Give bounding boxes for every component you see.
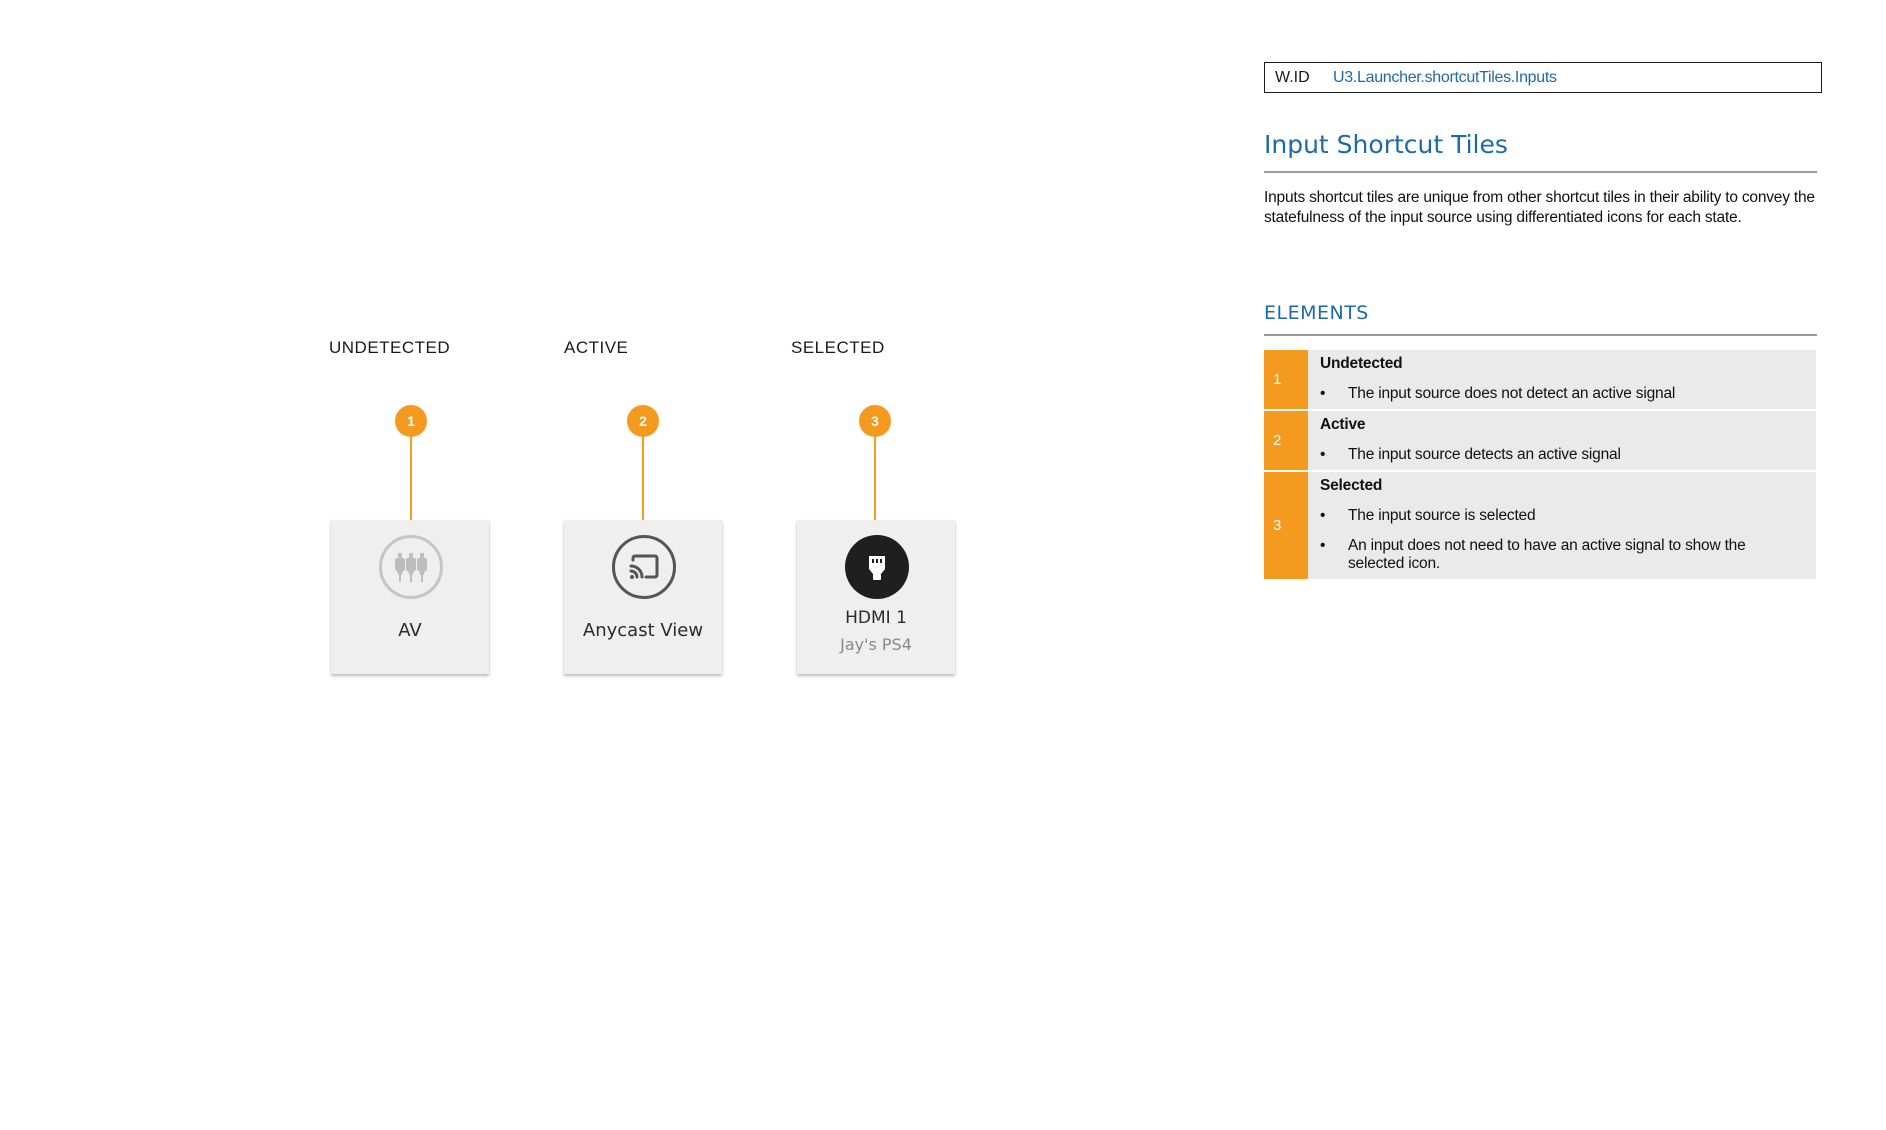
element-row-3 (1264, 472, 1816, 579)
av-connector-icon (379, 535, 443, 599)
element-bullet-text: The input source detects an active signal (1348, 446, 1621, 463)
state-label-selected: SELECTED (791, 338, 885, 357)
callout-marker-3: 3 (859, 405, 891, 437)
tile-subtitle: Jay's PS4 (840, 635, 912, 654)
shortcut-tile-av[interactable] (331, 520, 489, 674)
state-label-active: ACTIVE (564, 338, 629, 357)
element-bullet-text: The input source does not detect an active signal (1348, 385, 1676, 402)
state-label-undetected: UNDETECTED (329, 338, 451, 357)
element-number: 3 (1264, 472, 1308, 579)
element-bullet: • The input source is selected (1320, 507, 1536, 524)
tile-title: AV (398, 620, 422, 641)
tile-title: Anycast View (582, 620, 704, 641)
widget-id-box (1264, 62, 1822, 93)
page-title: Input Shortcut Tiles (1264, 130, 1508, 159)
element-number: 1 (1264, 350, 1308, 409)
element-row-2 (1264, 411, 1816, 470)
element-bullet: • The input source detects an active signal (1320, 446, 1621, 463)
element-title: Undetected (1320, 355, 1403, 372)
cast-icon (612, 535, 676, 599)
callout-marker-2: 2 (627, 405, 659, 437)
element-number: 2 (1264, 411, 1308, 470)
shortcut-tile-hdmi-1[interactable] (797, 520, 955, 674)
hdmi-icon (845, 535, 909, 599)
page-description: Inputs shortcut tiles are unique from other shortcut tiles in their ability to convey the statefulness of the input source using differentiated icons for each state. (1264, 189, 1815, 226)
element-row-1 (1264, 350, 1816, 409)
widget-id-label: W.ID (1275, 68, 1310, 86)
elements-heading: ELEMENTS (1264, 302, 1369, 324)
element-title: Active (1320, 416, 1366, 433)
element-bullet: • The input source does not detect an active signal (1320, 385, 1676, 402)
tile-title: HDMI 1 (845, 608, 907, 628)
callout-marker-1: 1 (395, 405, 427, 437)
element-bullet: • An input does not need to have an active signal to show the selected icon. (1320, 537, 1804, 573)
element-bullet-text: The input source is selected (1348, 507, 1536, 524)
elements-divider (1264, 334, 1817, 336)
shortcut-tile-anycast-view[interactable] (564, 520, 722, 674)
widget-id-value[interactable]: U3.Launcher.shortcutTiles.Inputs (1333, 68, 1557, 86)
element-bullet-text: An input does not need to have an active signal to show the selected icon. (1348, 537, 1746, 572)
element-title: Selected (1320, 477, 1383, 494)
elements-table (1264, 350, 1816, 581)
title-divider (1264, 171, 1817, 173)
